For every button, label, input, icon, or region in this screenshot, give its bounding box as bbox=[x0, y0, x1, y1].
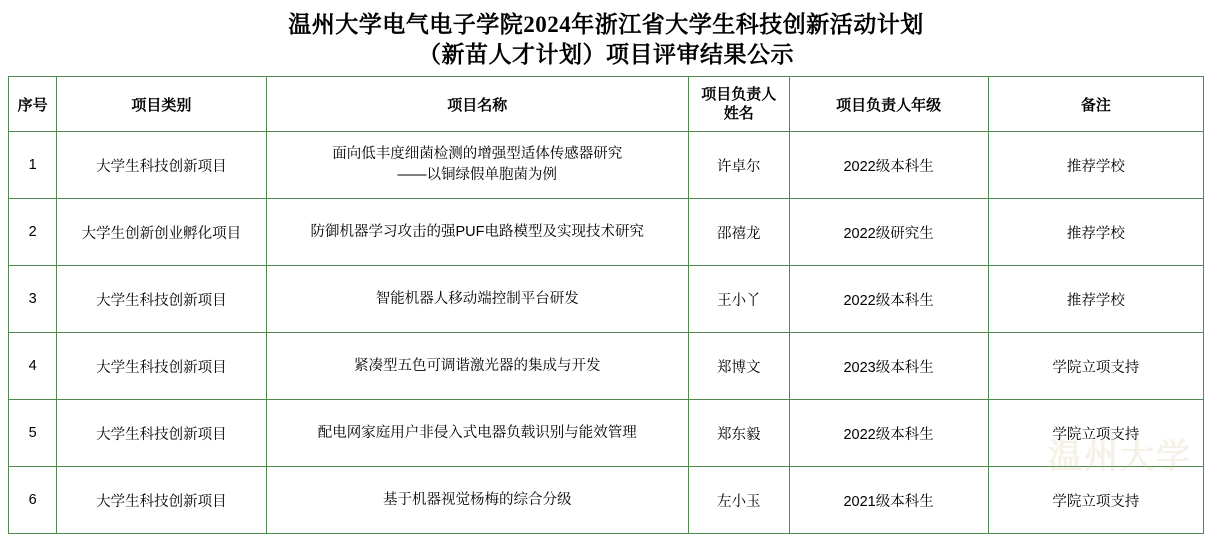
project-name-line1: 基于机器视觉杨梅的综合分级 bbox=[382, 491, 572, 508]
cell-note: 推荐学校 bbox=[988, 132, 1203, 199]
cell-category: 大学生科技创新项目 bbox=[57, 467, 266, 534]
cell-seq: 1 bbox=[9, 132, 57, 199]
cell-project-name bbox=[266, 400, 688, 467]
title-line-1: 温州大学电气电子学院2024年浙江省大学生科技创新活动计划 bbox=[288, 12, 924, 37]
cell-leader: 郑东毅 bbox=[688, 400, 789, 467]
cell-seq: 5 bbox=[9, 400, 57, 467]
cell-grade: 2021级本科生 bbox=[789, 467, 988, 534]
cell-project-name bbox=[266, 132, 688, 199]
cell-leader: 郑博文 bbox=[688, 333, 789, 400]
header-note: 备注 bbox=[988, 77, 1203, 132]
cell-leader: 王小丫 bbox=[688, 266, 789, 333]
header-grade: 项目负责人年级 bbox=[789, 77, 988, 132]
header-seq: 序号 bbox=[9, 77, 57, 132]
cell-note: 推荐学校 bbox=[988, 199, 1203, 266]
cell-project-name bbox=[266, 266, 688, 333]
cell-note: 学院立项支持 bbox=[988, 467, 1203, 534]
header-project-name: 项目名称 bbox=[266, 77, 688, 132]
project-name-line1: 紧凑型五色可调谐激光器的集成与开发 bbox=[353, 357, 601, 374]
cell-grade: 2023级本科生 bbox=[789, 333, 988, 400]
table-row bbox=[9, 132, 1204, 199]
cell-category: 大学生科技创新项目 bbox=[57, 333, 266, 400]
cell-project-name bbox=[266, 333, 688, 400]
header-leader-line1: 项目负责人 bbox=[701, 86, 777, 103]
project-name-line1: 配电网家庭用户非侵入式电器负载识别与能效管理 bbox=[317, 424, 637, 441]
cell-seq: 3 bbox=[9, 266, 57, 333]
project-name-line1: 面向低丰度细菌检测的增强型适体传感器研究 bbox=[332, 146, 623, 162]
project-name-line1: 智能机器人移动端控制平台研发 bbox=[375, 290, 579, 307]
cell-note: 学院立项支持 bbox=[988, 333, 1203, 400]
project-name-line2: ——以铜绿假单胞菌为例 bbox=[397, 167, 557, 183]
cell-category: 大学生科技创新项目 bbox=[57, 400, 266, 467]
cell-project-name bbox=[266, 467, 688, 534]
table-row bbox=[9, 467, 1204, 534]
table-header-row bbox=[9, 77, 1204, 132]
cell-seq: 6 bbox=[9, 467, 57, 534]
cell-leader: 许卓尔 bbox=[688, 132, 789, 199]
table-row bbox=[9, 199, 1204, 266]
header-category: 项目类别 bbox=[57, 77, 266, 132]
cell-grade: 2022级研究生 bbox=[789, 199, 988, 266]
cell-project-name bbox=[266, 199, 688, 266]
table-row bbox=[9, 266, 1204, 333]
header-leader-name bbox=[688, 77, 789, 132]
cell-category: 大学生创新创业孵化项目 bbox=[57, 199, 266, 266]
cell-note: 学院立项支持 bbox=[988, 400, 1203, 467]
table-row bbox=[9, 400, 1204, 467]
cell-seq: 2 bbox=[9, 199, 57, 266]
results-table bbox=[8, 76, 1204, 534]
cell-grade: 2022级本科生 bbox=[789, 132, 988, 199]
cell-category: 大学生科技创新项目 bbox=[57, 132, 266, 199]
watermark: 温州大学 bbox=[1048, 438, 1192, 476]
cell-category: 大学生科技创新项目 bbox=[57, 266, 266, 333]
cell-grade: 2022级本科生 bbox=[789, 266, 988, 333]
cell-seq: 4 bbox=[9, 333, 57, 400]
title-line-2: （新苗人才计划）项目评审结果公示 bbox=[418, 42, 794, 67]
cell-grade: 2022级本科生 bbox=[789, 400, 988, 467]
cell-leader: 邵禧龙 bbox=[688, 199, 789, 266]
cell-note: 推荐学校 bbox=[988, 266, 1203, 333]
table-header bbox=[9, 77, 1204, 132]
table-row bbox=[9, 333, 1204, 400]
document-title bbox=[0, 0, 1212, 76]
header-leader-line2: 姓名 bbox=[723, 105, 754, 122]
cell-leader: 左小玉 bbox=[688, 467, 789, 534]
table-body bbox=[9, 132, 1204, 534]
project-name-line1: 防御机器学习攻击的强PUF电路模型及实现技术研究 bbox=[310, 223, 644, 240]
